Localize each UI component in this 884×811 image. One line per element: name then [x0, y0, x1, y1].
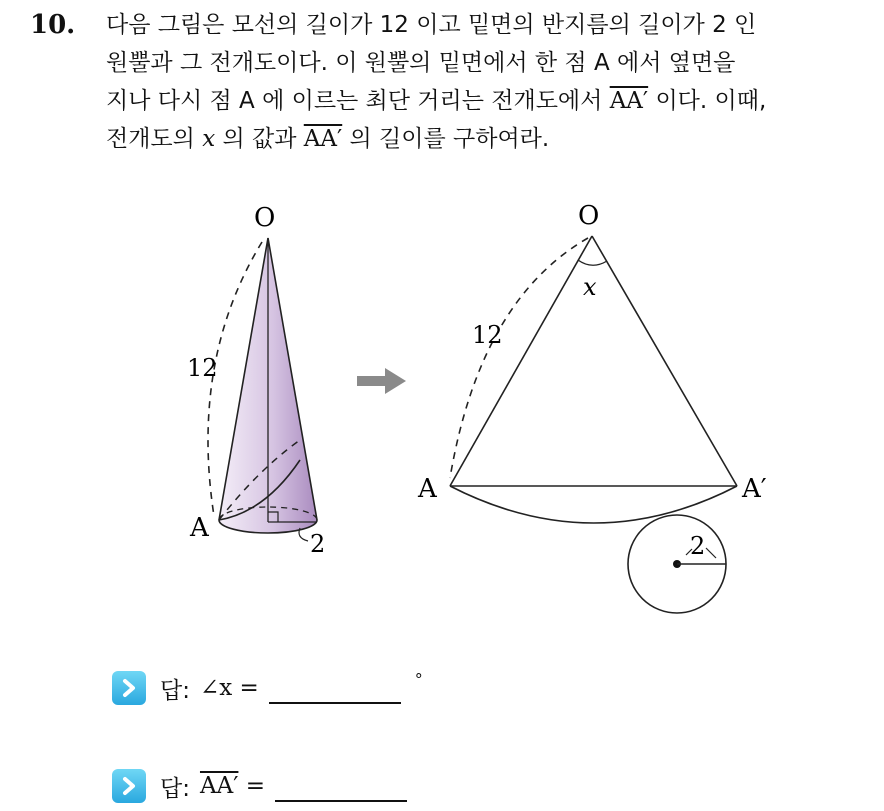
- net-radius-label: 2: [690, 532, 706, 560]
- question-number: 10.: [30, 10, 76, 40]
- answer-equals: =: [238, 773, 266, 799]
- net-right-edge: [592, 236, 737, 486]
- variable-x: x: [202, 126, 216, 152]
- net-slant-label: 12: [472, 321, 503, 349]
- net-point-a-prime-label: A′: [742, 474, 767, 504]
- cone-point-a-label: A: [190, 513, 209, 543]
- cone-figure: [187, 203, 325, 558]
- chevron-right-icon: [112, 769, 146, 803]
- cone-radius-label: 2: [310, 530, 326, 558]
- answer-row-length: [112, 766, 407, 806]
- answer-label: 답:: [160, 775, 190, 802]
- segment-aa-prime-2: AA′: [303, 126, 343, 152]
- cone-slant-label: 12: [187, 354, 218, 382]
- net-radius-pointer: [706, 548, 716, 558]
- answer-expression: ∠x =: [199, 675, 259, 701]
- net-angle-arc: [578, 260, 607, 265]
- degree-unit: °: [414, 670, 423, 689]
- net-point-a-label: A: [418, 474, 437, 504]
- right-arrow-icon: [357, 368, 406, 394]
- question-line-4-mid: 의 값과: [215, 126, 304, 152]
- net-left-edge: [450, 236, 592, 486]
- answer-label: 답:: [160, 677, 190, 704]
- question-line-1: 다음 그림은 모선의 길이가 12 이고 밑면의 반지름의 길이가 2 인: [106, 12, 757, 38]
- chevron-right-icon: [112, 671, 146, 705]
- segment-aa-prime: AA′: [609, 88, 649, 114]
- net-slant-dashed-arc: [450, 238, 588, 478]
- answer-blank-angle[interactable]: [269, 672, 401, 704]
- answer-row-angle: [112, 668, 423, 708]
- answer-expression: [200, 773, 265, 799]
- cone-apex-label: O: [254, 203, 276, 233]
- question-line-3-end: 이다. 이때,: [648, 88, 767, 114]
- question-line-3-text: 지나 다시 점 A 에 이르는 최단 거리는 전개도에서: [106, 88, 610, 114]
- cone-net-figure: [417, 201, 767, 613]
- answer-segment: AA′: [199, 773, 239, 799]
- question-line-4-end: 의 길이를 구하여라.: [342, 126, 550, 152]
- net-angle-label: x: [583, 273, 597, 301]
- question-line-2: 원뿔과 그 전개도이다. 이 원뿔의 밑면에서 한 점 A 에서 옆면을: [106, 50, 736, 76]
- question-line-4-text: 전개도의: [106, 126, 203, 152]
- answer-blank-length[interactable]: [275, 770, 407, 802]
- net-apex-label: O: [578, 201, 600, 231]
